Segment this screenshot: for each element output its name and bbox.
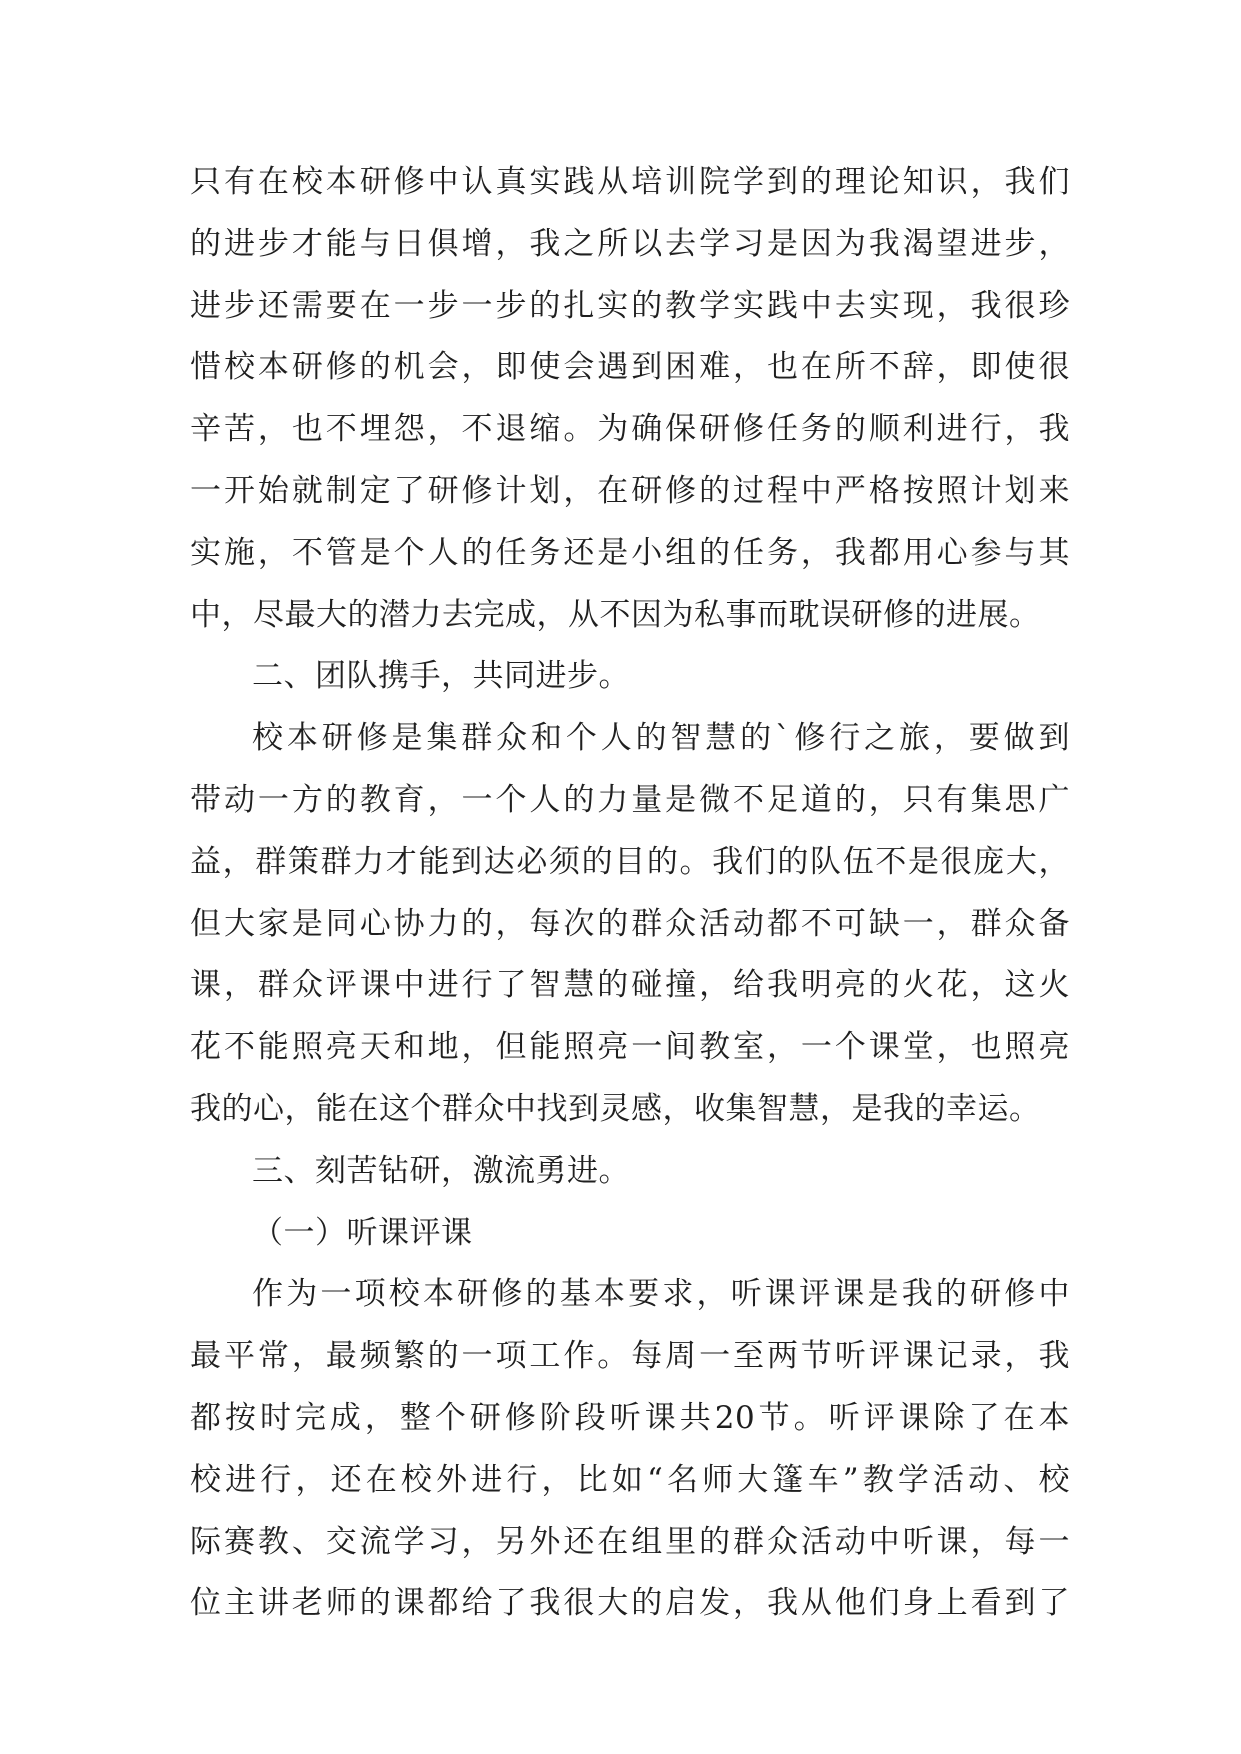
paragraph-line: 我的心，能在这个群众中找到灵感，收集智慧，是我的幸运。: [190, 1090, 1041, 1127]
paragraph-line: 一开始就制定了研修计划，在研修的过程中严格按照计划来: [190, 472, 1070, 509]
paragraph-line: 但大家是同心协力的，每次的群众活动都不可缺一，群众备: [190, 905, 1070, 942]
document-body: [190, 152, 1070, 1635]
paragraph-line: 作为一项校本研修的基本要求，听课评课是我的研修中: [252, 1276, 1070, 1313]
paragraph-line: 进步还需要在一步一步的扎实的教学实践中去实现，我很珍: [190, 287, 1070, 324]
paragraph-line: 中，尽最大的潜力去完成，从不因为私事而耽误研修的进展。: [190, 596, 1041, 633]
paragraph-line: 校本研修是集群众和个人的智慧的`修行之旅，要做到: [252, 720, 1070, 757]
paragraph-line: 课，群众评课中进行了智慧的碰撞，给我明亮的火花，这火: [190, 967, 1070, 1004]
paragraph-line: 的进步才能与日俱增，我之所以去学习是因为我渴望进步，: [190, 225, 1070, 262]
paragraph-line: 益，群策群力才能到达必须的目的。我们的队伍不是很庞大，: [190, 843, 1070, 880]
section-heading: 二、团队携手，共同进步。: [252, 658, 630, 695]
paragraph-line: 实施，不管是个人的任务还是小组的任务，我都用心参与其: [190, 534, 1070, 571]
paragraph-line: 只有在校本研修中认真实践从培训院学到的理论知识，我们: [190, 164, 1070, 200]
paragraph-line: 花不能照亮天和地，但能照亮一间教室，一个课堂，也照亮: [190, 1029, 1070, 1066]
paragraph-line: 位主讲老师的课都给了我很大的启发，我从他们身上看到了: [190, 1585, 1070, 1622]
paragraph-line: 惜校本研修的机会，即使会遇到困难，也在所不辞，即使很: [190, 349, 1070, 386]
subsection-heading: （一）听课评课: [252, 1214, 473, 1251]
paragraph-line: 最平常，最频繁的一项工作。每周一至两节听评课记录，我: [190, 1338, 1070, 1375]
paragraph-line: 校进行，还在校外进行，比如“名师大篷车”教学活动、校: [190, 1461, 1070, 1498]
paragraph-line: 辛苦，也不埋怨，不退缩。为确保研修任务的顺利进行，我: [190, 411, 1070, 448]
section-heading: 三、刻苦钻研，激流勇进。: [252, 1152, 630, 1189]
paragraph-line: 带动一方的教育，一个人的力量是微不足道的，只有集思广: [190, 781, 1070, 818]
paragraph-line: 际赛教、交流学习，另外还在组里的群众活动中听课，每一: [190, 1523, 1070, 1560]
paragraph-line: 都按时完成，整个研修阶段听课共20节。听评课除了在本: [190, 1399, 1070, 1436]
